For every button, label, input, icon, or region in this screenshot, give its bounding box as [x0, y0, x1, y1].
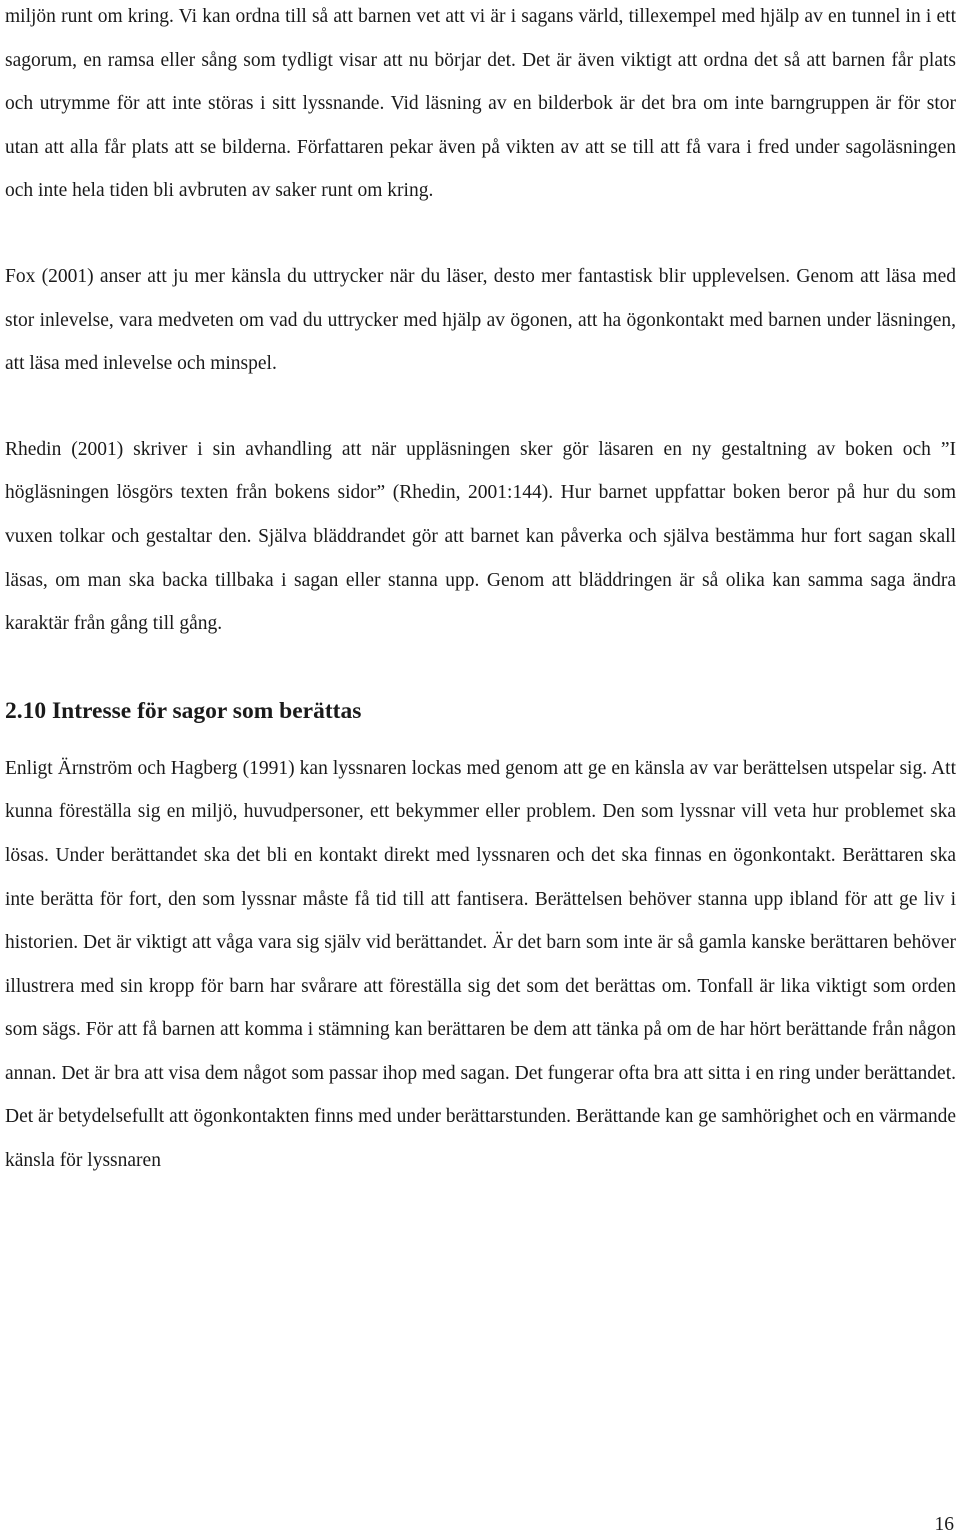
section-heading: 2.10 Intresse för sagor som berättas — [5, 697, 362, 724]
document-page — [5, 0, 956, 1183]
section-paragraph: Enligt Ärnström och Hagberg (1991) kan lyssnaren lockas med genom att ge en känsla av var berättelsen utspelar sig. Att kunna föreställa sig en miljö, huvudpersoner, ett bekymmer eller problem. Den som lyssnar vill veta hur problemet ska lösas. Under berättandet ska det bli en kontakt direkt med lyssnaren och det ska finnas en ögonkontakt. Berättaren ska inte berätta för fort, den som lyssnar måste få tid till att fantisera. Berättelsen behöver stanna upp ibland för att ge liv i historien. Det är viktigt att våga vara sig själv vid berättandet. Är det barn som inte är så gamla kanske berättaren behöver illustrera med sin kropp för barn har svårare att föreställa sig det som det berättas om. Tonfall är lika viktigt som orden som sägs. För att få barnen att komma i stämning kan berättaren be dem att tänka på om de har hört berättande från någon annan. Det är bra att visa dem något som passar ihop med sagan. Det fungerar ofta bra att sitta i en ring under berättandet. Det är betydelsefullt att ögonkontakten finns med under berättarstunden. Berättande kan ge samhörighet och en värmande känsla för lyssnaren — [5, 757, 956, 1172]
page-number: 16 — [934, 1514, 954, 1535]
paragraph-spacer — [5, 213, 956, 255]
body-paragraph: Rhedin (2001) skriver i sin avhandling att när uppläsningen sker gör läsaren en ny gestaltning av boken och ”I högläsningen lösgörs texten från bokens sidor” (Rhedin, 2001:144). Hur barnet uppfattar boken beror på hur du som vuxen tolkar och gestaltar den. Själva bläddrandet gör att barnet kan påverka och själva bestämma hur fort sagan skall läsas, om man ska backa tillbaka i sagan eller stanna upp. Genom att bläddringen är så olika kan samma saga ändra karaktär från gång till gång. — [5, 438, 956, 635]
body-paragraph: Fox (2001) anser att ju mer känsla du uttrycker när du läser, desto mer fantastisk blir upplevelsen. Genom att läsa med stor inlevelse, vara medveten om vad du uttrycker med hjälp av ögonen, att ha ögonkontakt med barnen under läsningen, att läsa med inlevelse och minspel. — [5, 265, 956, 375]
heading-spacer — [5, 726, 956, 747]
body-paragraph: miljön runt om kring. Vi kan ordna till så att barnen vet att vi är i sagans värld, tillexempel med hjälp av en tunnel in i ett sagorum, en ramsa eller sång som tydligt visar att nu börjar det. Det är även viktigt att ordna det så att barnen får plats och utrymme för att inte störas i sitt lyssnande. Vid läsning av en bilderbok är det bra om inte barngruppen är för stor utan att alla får plats att se bilderna. Författaren pekar även på vikten av att se till att få vara i fred under sagoläsningen och inte hela tiden bli avbruten av saker runt om kring. — [5, 6, 956, 202]
paragraph-spacer — [5, 386, 956, 428]
heading-spacer — [5, 646, 956, 696]
